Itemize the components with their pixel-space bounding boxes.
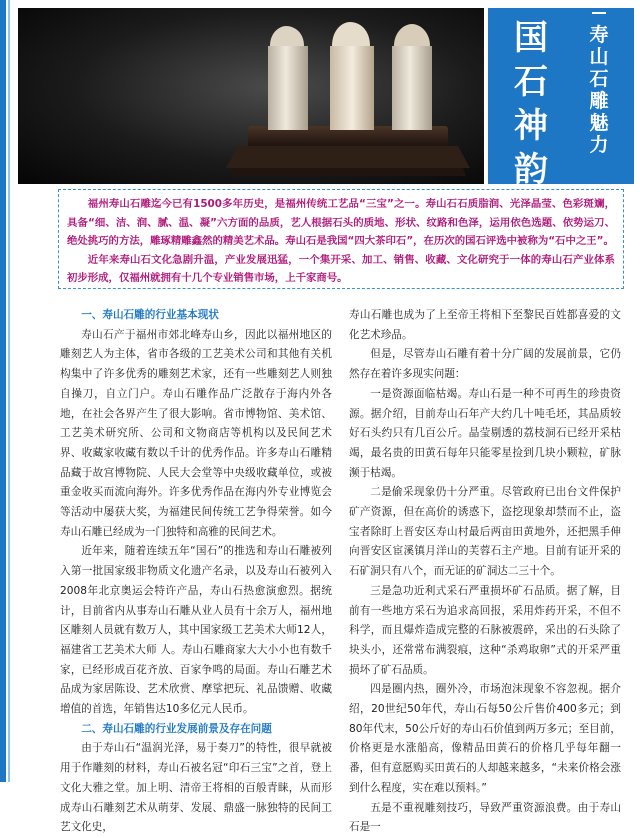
seal-stone-right bbox=[392, 24, 432, 130]
paragraph-continued: 寿山石雕也成为了上至帝王将相下至黎民百姓都喜爱的文化艺术珍品。 bbox=[349, 309, 621, 341]
paragraph: 由于寿山石“温润光泽，易于奏刀”的特性，很早就被用于作雕刻的材料，寿山石被名冠“印石三宝”之首，登上文化大雅之堂。加上明、清帝王将相的百般青睐，从而形成寿山石雕刻艺术从萌芽、发展、鼎盛一脉独特的民间工艺文化史， bbox=[60, 742, 332, 834]
left-accent-bar bbox=[0, 0, 6, 782]
paragraph: 三是急功近利式采石严重损坏矿石品质。据了解，目前有一些地方采石为追求高回报，采用炸药开采，不但不科学，而且爆炸造成完整的石脉被震碎，采出的石头除了块头小，还常常布满裂痕，这种“杀鸡取卵”式的开采严重损坏了矿石品质。 bbox=[349, 584, 621, 676]
intro-paragraph-1: 福州寿山石雕迄今已有1500多年历史，是福州传统工艺品“三宝”之一。寿山石石质脂润、光泽晶莹、色彩斑斓，具备“细、洁、润、腻、温、凝”六方面的品质，艺人根据石头的质地、形状、纹路和色泽，运用依色选题、依势运刀、绝处挑巧的方法，雕琢精雕鑫然的精美艺术品。寿山石是我国“四大茶印石”，在历次的国石评选中被称为“石中之王”。 bbox=[67, 198, 615, 248]
intro-paragraph-2: 近年来寿山石文化急剧升温，产业发展迅猛，一个集开采、加工、销售、收藏、文化研究于一体的寿山石产业体系初步形成，仅福州就拥有十几个专业销售市场，上千家商号。 bbox=[67, 253, 615, 285]
stand-base bbox=[226, 146, 470, 168]
right-column bbox=[349, 306, 621, 838]
intro-box bbox=[58, 189, 624, 289]
paragraph: 近年来，随着连续五年“国石”的推选和寿山石雕被列入第一批国家级非物质文化遗产名录，以及寿山石被列入2008年北京奥运会特许产品，寿山石热愈演愈烈。据统计，目前省内从事寿山石雕从业人员有十余万人，福州地区雕刻人员就有数万人，其中国家级工艺美术大师12人，福建省工艺美术大师 人。寿山石雕商家大大小小也有数千家，已经形成百花齐放、百家争鸣的局面。寿山石雕艺术品成为家居陈设、艺术欣赏、摩挲把玩、礼品馈赠、收藏增值的首选，年销售达10多亿元人民币。 bbox=[60, 545, 332, 716]
sub-title: 寿 山 石 雕 魅 力 bbox=[589, 24, 609, 156]
section-heading-2: 二、寿山石雕的行业发展前景及存在问题 bbox=[81, 722, 272, 735]
section-heading-1: 一、寿山石雕的行业基本现状 bbox=[81, 309, 219, 321]
seal-stone-middle bbox=[330, 22, 374, 130]
seal-stone-left bbox=[268, 26, 308, 130]
paragraph: 五是不重视雕刻技巧，导致严重资源浪费。由于寿山石是一 bbox=[349, 801, 621, 834]
seal-stones-illustration bbox=[18, 8, 484, 184]
paragraph: 二是偷采现象仍十分严重。尽管政府已出台文件保护矿产资源，但在高价的诱惑下，盗挖现象却禁而不止，盗宝者除盯上晋安区寿山村最后两亩田黄地外，还把黑手伸向晋安区宦溪镇月洋山的芙蓉石主产地。目前有证开采的石矿洞只有八个，而无证的矿洞达二三十个。 bbox=[349, 486, 621, 578]
paragraph: 一是资源面临枯竭。寿山石是一种不可再生的珍贵资源。据介绍，目前寿山石年产大约几十吨毛坯，其品质较好石头约只有几百公斤。晶莹剔透的荔枝洞石已经开采枯竭，最名贵的田黄石每年只能零星捡到几块小颗粒，矿脉濒于枯竭。 bbox=[349, 387, 621, 479]
paragraph: 四是圈内热，圈外冷，市场泡沫现象不容忽视。据介绍，20世纪50年代，寿山石每50公斤售价400多元；到80年代末，50公斤好的寿山石价值到两万多元；至目前，价格更是水涨船高，像精品田黄石的价格几乎每年翻一番，但有意愿购买田黄石的人却越来越多，“未来价格会涨到什么程度，实在难以预料。” bbox=[349, 683, 621, 794]
left-accent-line bbox=[8, 0, 10, 782]
paragraph: 寿山石产于福州市郊北峰寿山乡，因此以福州地区的雕刻艺人为主体，省市各级的工艺美术公司和其他有关机构集中了许多优秀的雕刻艺术家，还有一些雕刻艺人则独自操刀，自立门户。寿山石雕作品广泛散存于海内外各地，在社会各界产生了很大影响。省市博物馆、美术馆、工艺美术研究所、公司和文物商店等机构以及民间艺术界、收藏家收藏有数以千计的优秀作品。许多寿山石雕精品藏于故宫博物院、人民大会堂等中央级收藏单位，或被重金收买而流向海外。许多优秀作品在海内外专业博览会等活动中屡获大奖，为福建民间传统工艺争得荣誉。如今寿山石雕已经成为一门独特和高雅的民间艺术。 bbox=[60, 328, 332, 538]
paragraph: 但是，尽管寿山石雕有着十分广阔的发展前景，它仍然存在着许多现实问题： bbox=[349, 348, 621, 381]
title-panel bbox=[488, 8, 634, 190]
main-title: 国 石 神 韵 bbox=[514, 18, 548, 190]
seal-stones-photo bbox=[18, 8, 484, 184]
title-divider bbox=[592, 12, 606, 14]
left-column bbox=[60, 306, 332, 838]
